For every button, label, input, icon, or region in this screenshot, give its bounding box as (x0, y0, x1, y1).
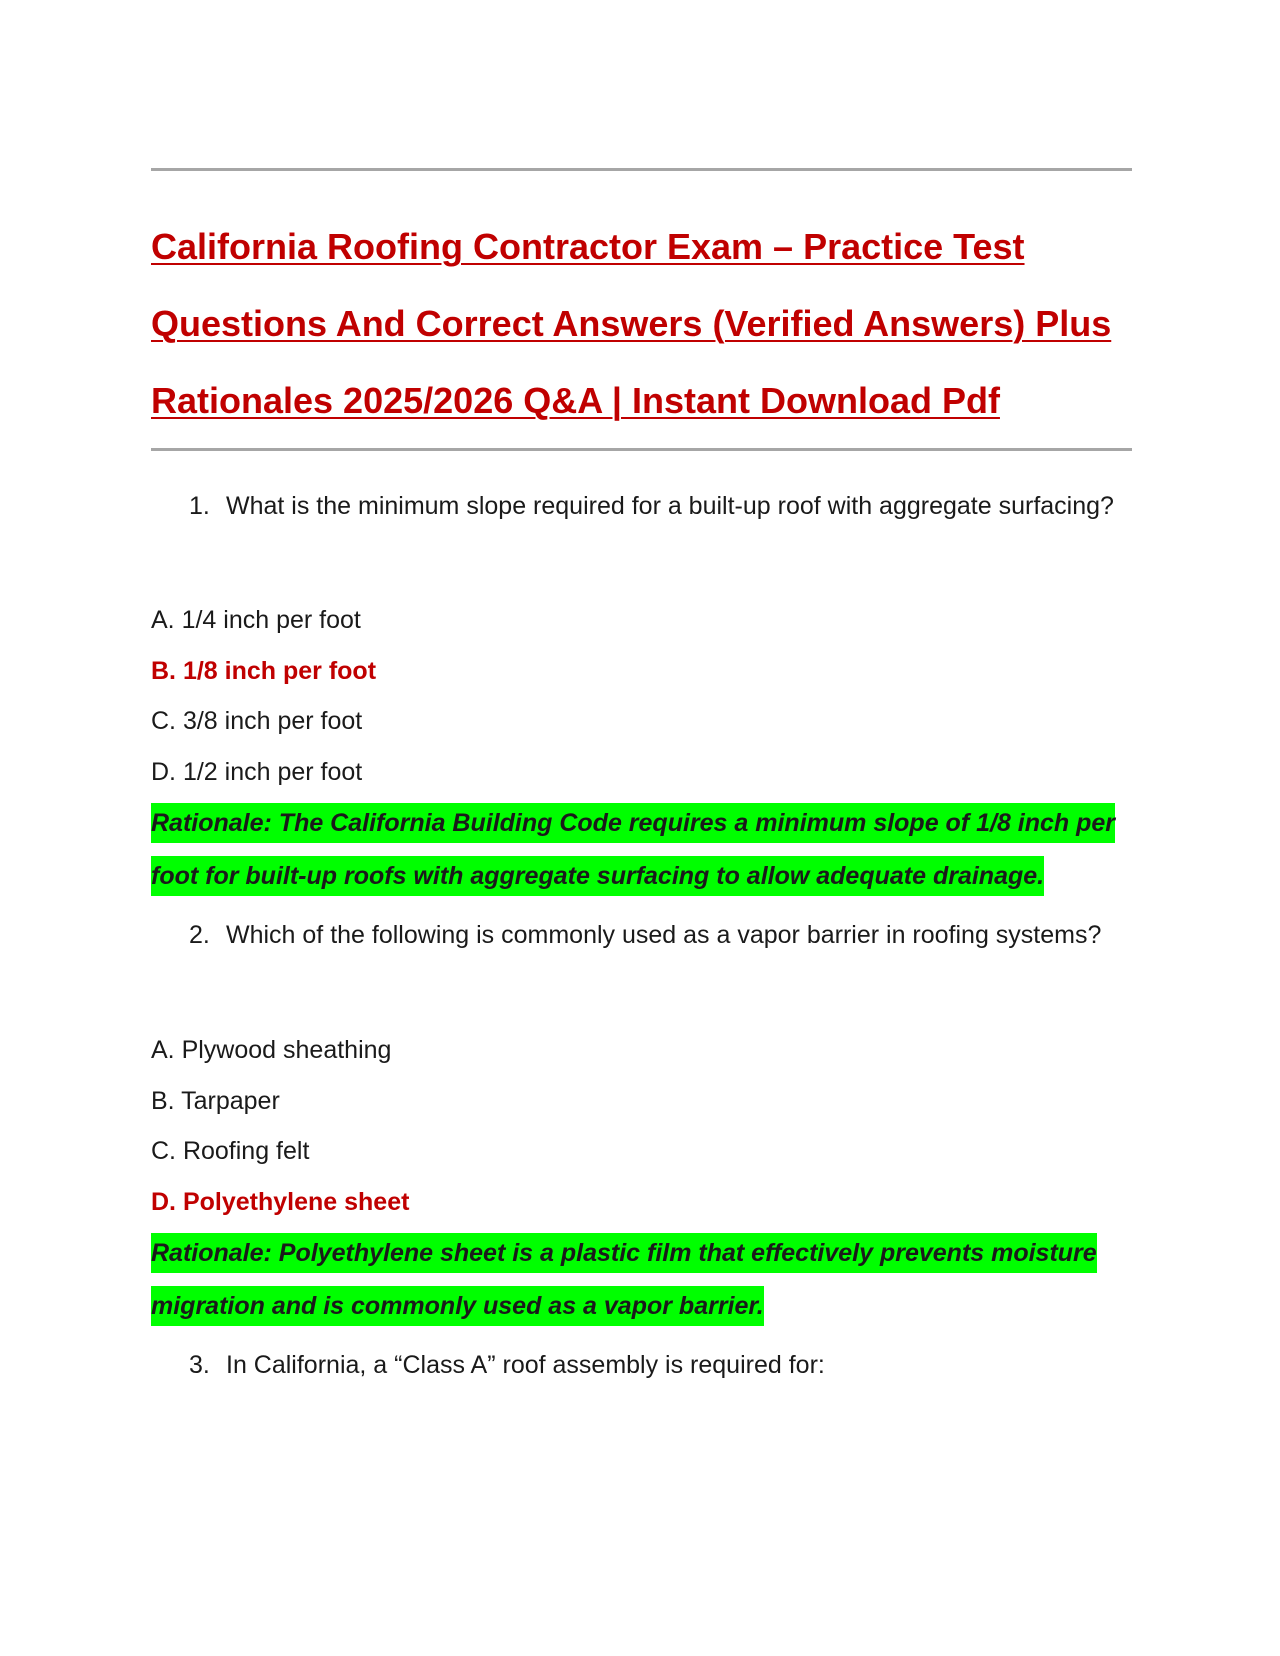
question-text: What is the minimum slope required for a built-up roof with aggregate surfacing? (226, 492, 1114, 520)
question-text: In California, a “Class A” roof assembly is required for: (226, 1351, 825, 1379)
rationale-1 (151, 797, 1151, 903)
option-2b: B. Tarpaper (151, 1087, 280, 1115)
title-divider (151, 448, 1132, 451)
question-1 (151, 480, 1141, 533)
option-1a: A. 1/4 inch per foot (151, 606, 361, 634)
question-number: 2. (189, 921, 210, 949)
question-3 (151, 1339, 1141, 1392)
option-1c: C. 3/8 inch per foot (151, 707, 363, 735)
option-2a: A. Plywood sheathing (151, 1036, 392, 1064)
question-text: Which of the following is commonly used as a vapor barrier in roofing systems? (226, 921, 1102, 949)
top-divider (151, 168, 1132, 171)
option-1b-correct: B. 1/8 inch per foot (151, 657, 377, 685)
rationale-text: Rationale: Polyethylene sheet is a plastic film that effectively prevents moisture migration and is commonly used as a vapor barrier. (151, 1233, 1097, 1326)
option-1d: D. 1/2 inch per foot (151, 758, 363, 786)
question-number: 1. (189, 492, 210, 520)
option-2c: C. Roofing felt (151, 1137, 310, 1165)
option-2d-correct: D. Polyethylene sheet (151, 1188, 410, 1216)
rationale-text: Rationale: The California Building Code requires a minimum slope of 1/8 inch per foot for built-up roofs with aggregate surfacing to allow adequate drainage. (151, 803, 1115, 896)
rationale-2 (151, 1227, 1151, 1333)
question-number: 3. (189, 1351, 210, 1379)
question-2 (151, 909, 1141, 962)
document-title: California Roofing Contractor Exam – Practice Test Questions And Correct Answers (Verified Answers) Plus Rationales 2025/2026 Q&A | Instant Download Pdf (151, 226, 1112, 421)
